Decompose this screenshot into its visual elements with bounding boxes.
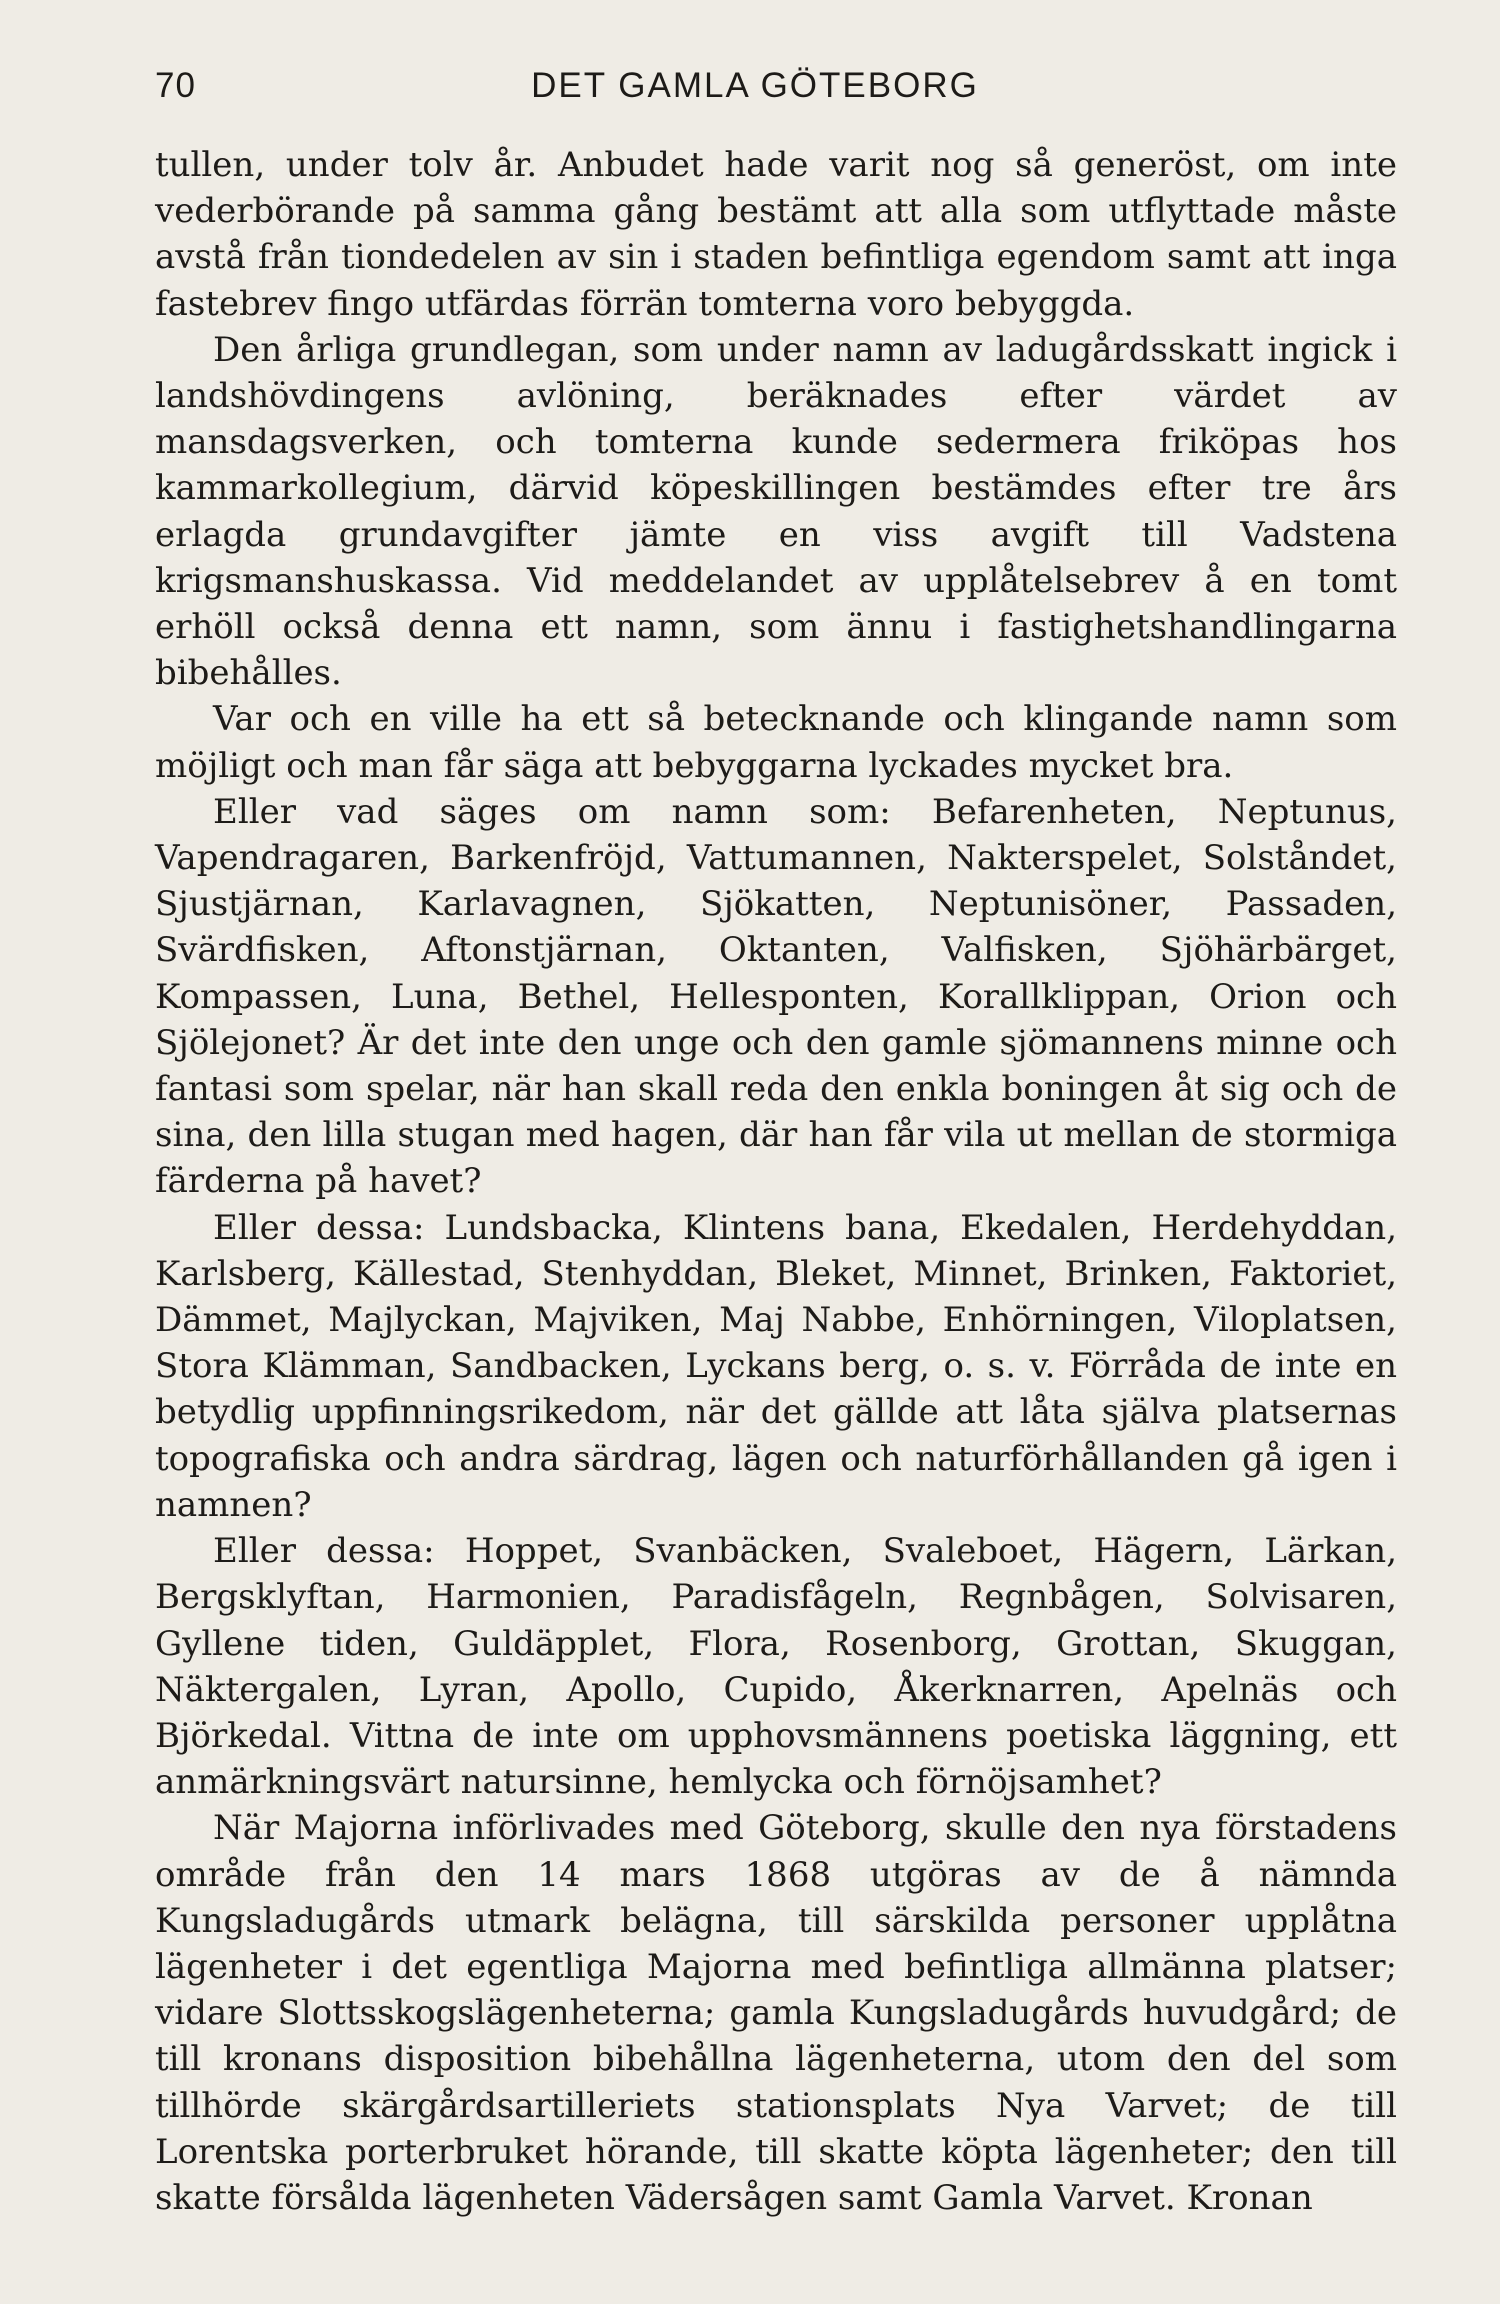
- paragraph-continued: tullen, under tolv år. Anbudet hade varit nog så generöst, om inte vederbörande på samma gång bestämt att alla som utflyttade måste avstå från tiondedelen av sin i staden befintliga egendom samt att inga fastebrev fingo utfärdas förrän tomterna voro bebyggda.: [155, 145, 1397, 324]
- running-title: DET GAMLA GÖTEBORG: [531, 66, 979, 105]
- body-text: [155, 142, 1397, 2221]
- paragraph-betecknande-namn: Var och en ville ha ett så betecknande och klingande namn som möjligt och man får säga att bebyggarna lyckades mycket bra.: [155, 699, 1397, 786]
- paragraph-grundlegan: Den årliga grundlegan, som under namn av ladugårdsskatt ingick i landshövdingens avlöning, beräknades efter värdet av mansdagsverken, och tomterna kunde sedermera friköpas hos kammarkollegium, därvid köpeskillingen bestämdes efter tre års erlagda grundavgifter jämte en viss avgift till Vadstena krigsmanshuskassa. Vid meddelandet av upplåtelsebrev å en tomt erhöll också denna ett namn, som ännu i fastighetshandlingarna bibehålles.: [155, 329, 1397, 694]
- paragraph-poetiska-namn: Eller dessa: Hoppet, Svanbäcken, Svaleboet, Hägern, Lärkan, Bergsklyftan, Harmonien, Paradisfågeln, Regnbågen, Solvisaren, Gyllene tiden, Guldäpplet, Flora, Rosenborg, Grottan, Skuggan, Näktergalen, Lyran, Apollo, Cupido, Åkerknarren, Apelnäs och Björkedal. Vittna de inte om upphovsmännens poetiska läggning, ett anmärkningsvärt natursinne, hemlycka och förnöjsamhet?: [155, 1531, 1397, 1803]
- page-number: 70: [155, 66, 196, 105]
- paragraph-topografiska-namn: Eller dessa: Lundsbacka, Klintens bana, Ekedalen, Herdehyddan, Karlsberg, Källestad, Stenhyddan, Bleket, Minnet, Brinken, Faktoriet, Dämmet, Majlyckan, Majviken, Maj Nabbe, Enhörningen, Viloplatsen, Stora Klämman, Sandbacken, Lyckans berg, o. s. v. Förråda de inte en betydlig uppfinningsrikedom, när det gällde att låta själva platsernas topografiska och andra särdrag, lägen och naturförhållanden gå igen i namnen?: [155, 1207, 1397, 1525]
- paragraph-sjomansnamn: Eller vad säges om namn som: Befarenheten, Neptunus, Vapendragaren, Barkenfröjd, Vattumannen, Nakterspelet, Solståndet, Sjustjärnan, Karlavagnen, Sjökatten, Neptunisöner, Passaden, Svärdfisken, Aftonstjärnan, Oktanten, Valfisken, Sjöhärbärget, Kompassen, Luna, Bethel, Hellesponten, Korallklippan, Orion och Sjölejonet? Är det inte den unge och den gamle sjömannens minne och fantasi som spelar, när han skall reda den enkla boningen åt sig och de sina, den lilla stugan med hagen, där han får vila ut mellan de stormiga färderna på havet?: [155, 791, 1397, 1202]
- paragraph-majorna-inforlivande: När Majorna införlivades med Göteborg, skulle den nya förstadens område från den 14 mars 1868 utgöras av de å nämnda Kungsladugårds utmark belägna, till särskilda personer upplåtna lägenheter i det egentliga Majorna med befintliga allmänna platser; vidare Slottsskogslägenheterna; gamla Kungsladugårds huvudgård; de till kronans disposition bibehållna lägenheterna, utom den del som tillhörde skärgårdsartilleriets stationsplats Nya Varvet; de till Lorentska porterbruket hörande, till skatte köpta lägenheter; den till skatte försålda lägenheten Vädersågen samt Gamla Varvet. Kronan: [155, 1808, 1397, 2218]
- running-head: [155, 66, 1355, 120]
